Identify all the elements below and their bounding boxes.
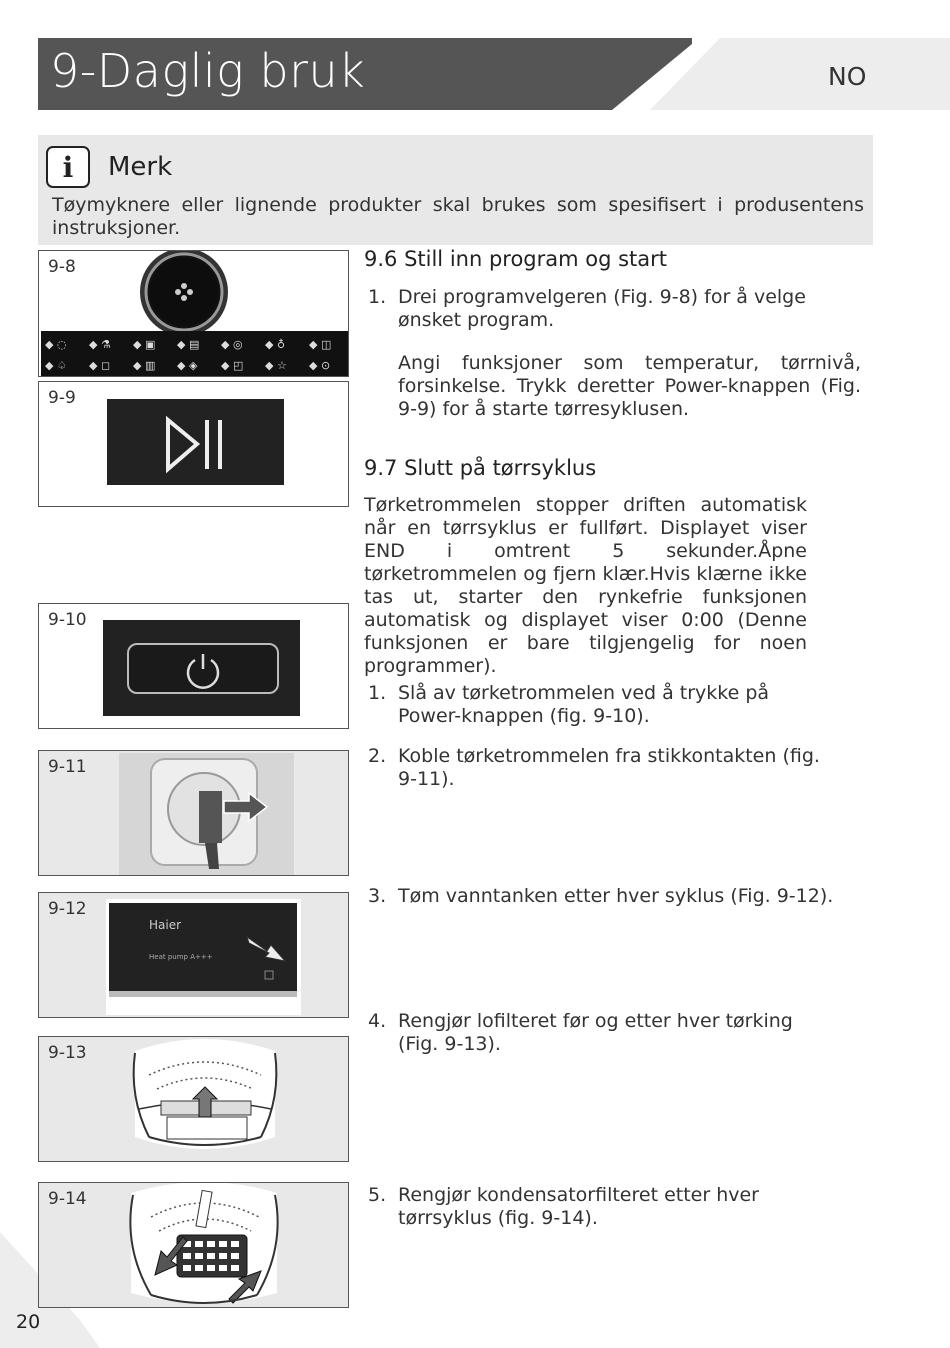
figure-label: 9-11: [48, 757, 87, 777]
svg-text:◆ ⚗: ◆ ⚗: [89, 338, 111, 351]
start-pause-button-illustration: [39, 382, 350, 508]
figure-label: 9-13: [48, 1043, 87, 1063]
svg-text:◆ ◰: ◆ ◰: [221, 359, 244, 372]
svg-text:◆ ☆: ◆ ☆: [265, 359, 287, 372]
section-9-6-heading: 9.6 Still inn program og start: [364, 247, 668, 271]
list-number: 4.: [368, 1010, 387, 1032]
svg-text:◆ ♤: ◆ ♤: [45, 359, 67, 372]
page-title: 9-Daglig bruk: [50, 44, 366, 98]
page-number: 20: [16, 1311, 41, 1333]
water-tank-illustration: [39, 893, 350, 1019]
program-knob-illustration: [39, 251, 350, 378]
svg-text:◆ ◌: ◆ ◌: [45, 338, 67, 351]
condenser-filter-illustration: [39, 1183, 350, 1309]
list-item-text: Slå av tørketrommelen ved å trykke på Power-knappen (fig. 9-10).: [398, 682, 770, 727]
list-item-text: Rengjør lofilteret før og etter hver tørking (Fig. 9-13).: [398, 1010, 793, 1055]
figure-9-13: [38, 1036, 349, 1162]
svg-text:◆ ▣: ◆ ▣: [133, 338, 156, 351]
list-item-text: Rengjør kondensatorfilteret etter hver tørrsyklus (fig. 9-14).: [398, 1184, 759, 1229]
list-number: 3.: [368, 885, 387, 907]
list-number: 1.: [368, 682, 387, 704]
figure-9-8: [38, 250, 349, 377]
section-9-6-paragraph: Angi funksjoner som temperatur, tørrnivå, forsinkelse. Trykk deretter Power-knappen (Fig. 9-9) for å starte tørresyklusen.: [398, 352, 861, 420]
panel-text: Heat pump A+++: [149, 953, 213, 961]
figure-label: 9-9: [48, 388, 76, 408]
figure-label: 9-14: [48, 1189, 87, 1209]
figure-9-12: [38, 892, 349, 1018]
svg-text:◆ ◻: ◆ ◻: [89, 359, 111, 372]
list-item-text: Tøm vanntanken etter hver syklus (Fig. 9-12).: [398, 885, 834, 907]
svg-text:◆ ◈: ◆ ◈: [177, 359, 198, 372]
svg-text:◆ ◫: ◆ ◫: [309, 338, 332, 351]
figure-9-11: [38, 750, 349, 876]
svg-text:◆ ◎: ◆ ◎: [221, 338, 243, 351]
list-number: 2.: [368, 745, 387, 767]
section-9-7-intro: Tørketrommelen stopper driften automatisk når en tørrsyklus er fullført. Displayet viser END i omtrent 5 sekunder.Åpne tørketrommelen og fjern klær.Hvis klærne ikke tas ut, starter den rynkefrie funksjonen automatisk og displayet viser 0:00 (Denne funksjonen er bare tilgjengelig for noen programmer).: [364, 494, 807, 677]
lint-filter-illustration: [39, 1037, 350, 1163]
figure-9-14: [38, 1182, 349, 1308]
header-light-tab: [650, 38, 950, 110]
section-9-7-heading: 9.7 Slutt på tørrsyklus: [364, 456, 597, 480]
power-button-illustration: [39, 604, 350, 730]
note-title: Merk: [108, 152, 173, 182]
info-icon: i: [46, 146, 90, 188]
list-item-text: Koble tørketrommelen fra stikkontakten (fig. 9-11).: [398, 745, 820, 790]
list-number: 5.: [368, 1184, 387, 1206]
list-number: 1.: [368, 286, 387, 308]
panel-brand: Haier: [149, 918, 182, 932]
figure-9-10: [38, 603, 349, 729]
svg-text:◆ ♁: ◆ ♁: [265, 338, 286, 351]
language-code: NO: [828, 62, 867, 91]
list-item-text: Drei programvelgeren (Fig. 9-8) for å velge ønsket program.: [398, 286, 806, 331]
svg-text:◆ ⊙: ◆ ⊙: [309, 359, 331, 372]
unplug-illustration: [39, 751, 350, 877]
note-text: Tøymyknere eller lignende produkter skal brukes som spesifisert i produsentens instruksjoner.: [52, 194, 864, 239]
figure-9-9: [38, 381, 349, 507]
figure-label: 9-10: [48, 610, 87, 630]
svg-text:◆ ▤: ◆ ▤: [177, 338, 200, 351]
figure-label: 9-12: [48, 899, 87, 919]
figure-label: 9-8: [48, 257, 76, 277]
svg-text:◆ ▥: ◆ ▥: [133, 359, 156, 372]
